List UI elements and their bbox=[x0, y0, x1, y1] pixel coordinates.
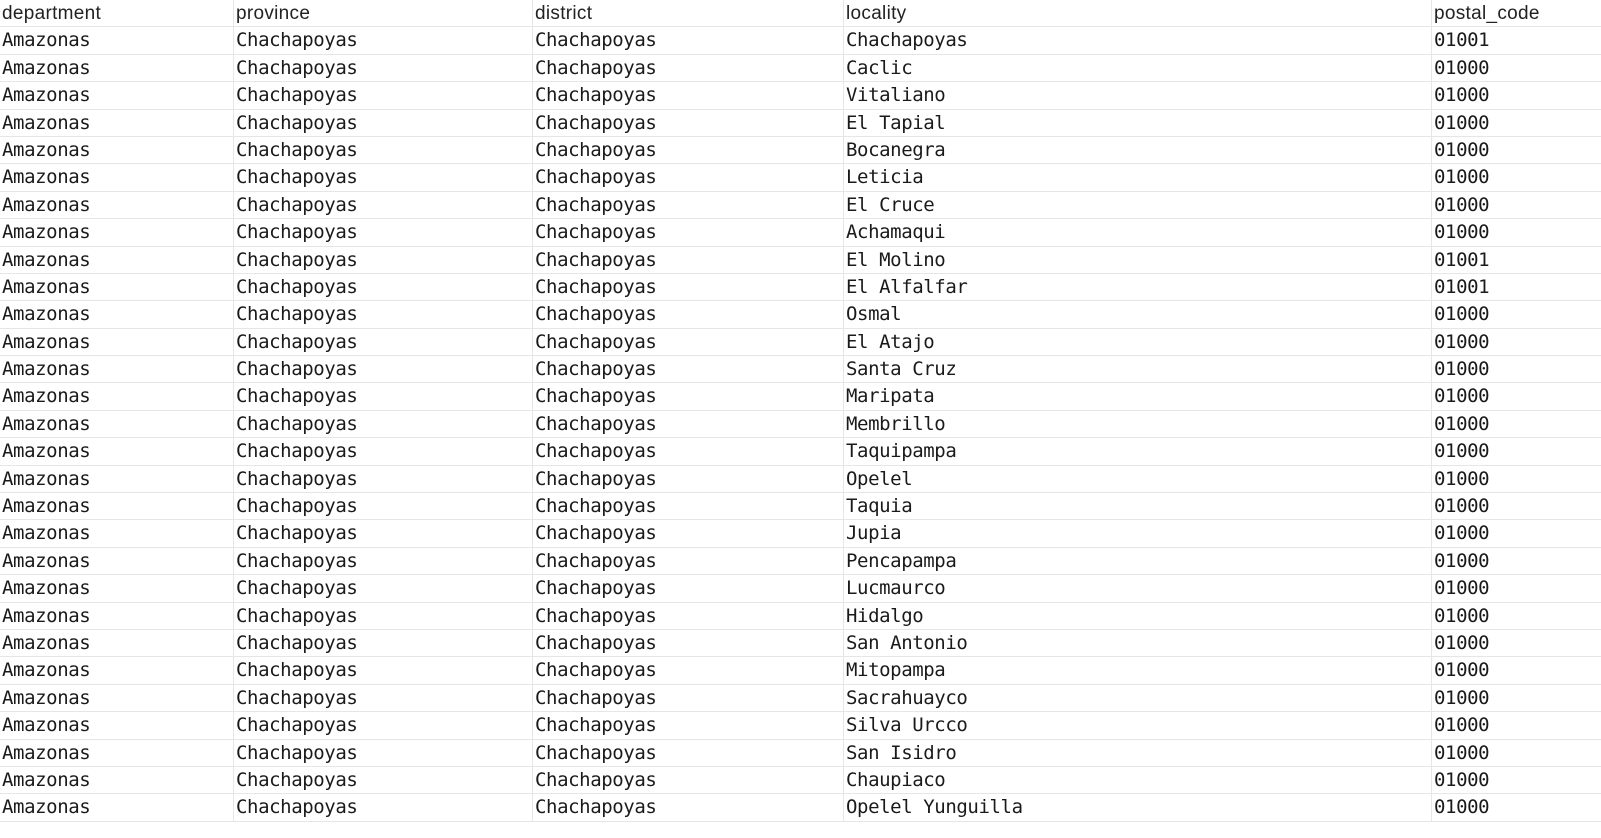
cell-province[interactable]: Chachapoyas bbox=[234, 657, 533, 684]
table-row[interactable] bbox=[0, 466, 1601, 493]
cell-postal-code[interactable]: 01000 bbox=[1434, 495, 1490, 518]
cell-postal-code[interactable]: 01000 bbox=[1434, 56, 1490, 79]
cell-district[interactable]: Chachapoyas bbox=[533, 657, 844, 684]
cell-province[interactable]: Chachapoyas bbox=[234, 192, 533, 219]
cell-department[interactable]: Amazonas bbox=[0, 575, 234, 602]
table-row[interactable] bbox=[0, 247, 1601, 274]
cell-department[interactable]: Amazonas bbox=[0, 603, 234, 630]
table-row[interactable] bbox=[0, 356, 1601, 383]
cell-locality[interactable]: Pencapampa bbox=[844, 548, 1432, 575]
cell-locality[interactable]: Vitaliano bbox=[844, 82, 1432, 109]
table-row[interactable] bbox=[0, 493, 1601, 520]
cell-district[interactable]: Chachapoyas bbox=[533, 274, 844, 301]
cell-district[interactable]: Chachapoyas bbox=[533, 575, 844, 602]
cell-province[interactable]: Chachapoyas bbox=[234, 794, 533, 821]
cell-province[interactable]: Chachapoyas bbox=[234, 137, 533, 164]
table-row[interactable] bbox=[0, 794, 1601, 821]
cell-locality[interactable]: Chaupiaco bbox=[844, 767, 1432, 794]
cell-district[interactable]: Chachapoyas bbox=[533, 219, 844, 246]
cell-department[interactable]: Amazonas bbox=[0, 411, 234, 438]
cell-locality[interactable]: Jupia bbox=[844, 520, 1432, 547]
table-row[interactable] bbox=[0, 712, 1601, 739]
column-header-department[interactable]: department bbox=[0, 0, 234, 27]
cell-department[interactable]: Amazonas bbox=[0, 301, 234, 328]
table-row[interactable] bbox=[0, 383, 1601, 410]
cell-department[interactable]: Amazonas bbox=[0, 219, 234, 246]
cell-province[interactable]: Chachapoyas bbox=[234, 630, 533, 657]
cell-district[interactable]: Chachapoyas bbox=[533, 55, 844, 82]
cell-postal-code[interactable]: 01000 bbox=[1434, 385, 1490, 408]
cell-postal-code[interactable]: 01000 bbox=[1434, 549, 1490, 572]
cell-department[interactable]: Amazonas bbox=[0, 55, 234, 82]
cell-department[interactable]: Amazonas bbox=[0, 767, 234, 794]
table-row[interactable] bbox=[0, 164, 1601, 191]
cell-province[interactable]: Chachapoyas bbox=[234, 411, 533, 438]
cell-province[interactable]: Chachapoyas bbox=[234, 712, 533, 739]
cell-province[interactable]: Chachapoyas bbox=[234, 548, 533, 575]
cell-department[interactable]: Amazonas bbox=[0, 493, 234, 520]
table-row[interactable] bbox=[0, 685, 1601, 712]
cell-postal-code[interactable]: 01000 bbox=[1434, 686, 1490, 709]
table-header-row bbox=[0, 0, 1601, 27]
cell-locality[interactable]: San Isidro bbox=[844, 740, 1432, 767]
cell-locality[interactable]: El Alfalfar bbox=[844, 274, 1432, 301]
cell-postal-code[interactable]: 01000 bbox=[1434, 303, 1490, 326]
cell-province[interactable]: Chachapoyas bbox=[234, 301, 533, 328]
cell-postal-code[interactable]: 01000 bbox=[1434, 440, 1490, 463]
cell-locality[interactable]: Silva Urcco bbox=[844, 712, 1432, 739]
cell-department[interactable]: Amazonas bbox=[0, 466, 234, 493]
cell-province[interactable]: Chachapoyas bbox=[234, 767, 533, 794]
cell-locality[interactable]: El Cruce bbox=[844, 192, 1432, 219]
cell-department[interactable]: Amazonas bbox=[0, 657, 234, 684]
table-row[interactable] bbox=[0, 137, 1601, 164]
table-row[interactable] bbox=[0, 27, 1601, 54]
table-row[interactable] bbox=[0, 575, 1601, 602]
cell-department[interactable]: Amazonas bbox=[0, 548, 234, 575]
cell-district[interactable]: Chachapoyas bbox=[533, 192, 844, 219]
cell-province[interactable]: Chachapoyas bbox=[234, 219, 533, 246]
cell-district[interactable]: Chachapoyas bbox=[533, 329, 844, 356]
cell-department[interactable]: Amazonas bbox=[0, 274, 234, 301]
cell-province[interactable]: Chachapoyas bbox=[234, 55, 533, 82]
column-header-postal-code[interactable]: postal_code bbox=[1434, 3, 1540, 24]
cell-district[interactable]: Chachapoyas bbox=[533, 740, 844, 767]
cell-department[interactable]: Amazonas bbox=[0, 137, 234, 164]
cell-postal-code[interactable]: 01001 bbox=[1434, 248, 1490, 271]
cell-province[interactable]: Chachapoyas bbox=[234, 520, 533, 547]
cell-department[interactable]: Amazonas bbox=[0, 82, 234, 109]
cell-postal-code[interactable]: 01000 bbox=[1434, 166, 1490, 189]
column-header-province[interactable]: province bbox=[234, 0, 533, 27]
cell-district[interactable]: Chachapoyas bbox=[533, 164, 844, 191]
cell-district[interactable]: Chachapoyas bbox=[533, 466, 844, 493]
cell-department[interactable]: Amazonas bbox=[0, 27, 234, 54]
table-row[interactable] bbox=[0, 740, 1601, 767]
cell-locality[interactable]: Leticia bbox=[844, 164, 1432, 191]
cell-postal-code[interactable]: 01000 bbox=[1434, 358, 1490, 381]
cell-department[interactable]: Amazonas bbox=[0, 329, 234, 356]
table-row[interactable] bbox=[0, 603, 1601, 630]
table-row[interactable] bbox=[0, 548, 1601, 575]
cell-locality[interactable]: Bocanegra bbox=[844, 137, 1432, 164]
cell-postal-code[interactable]: 01000 bbox=[1434, 221, 1490, 244]
table-body bbox=[0, 27, 1601, 821]
cell-postal-code[interactable]: 01000 bbox=[1434, 84, 1490, 107]
cell-postal-code[interactable]: 01000 bbox=[1434, 768, 1490, 791]
cell-postal-code[interactable]: 01001 bbox=[1434, 29, 1490, 52]
cell-postal-code[interactable]: 01000 bbox=[1434, 631, 1490, 654]
cell-postal-code[interactable]: 01000 bbox=[1434, 467, 1490, 490]
cell-district[interactable]: Chachapoyas bbox=[533, 685, 844, 712]
cell-district[interactable]: Chachapoyas bbox=[533, 603, 844, 630]
cell-district[interactable]: Chachapoyas bbox=[533, 630, 844, 657]
table-row[interactable] bbox=[0, 82, 1601, 109]
cell-department[interactable]: Amazonas bbox=[0, 740, 234, 767]
cell-district[interactable]: Chachapoyas bbox=[533, 548, 844, 575]
cell-district[interactable]: Chachapoyas bbox=[533, 411, 844, 438]
cell-department[interactable]: Amazonas bbox=[0, 383, 234, 410]
cell-department[interactable]: Amazonas bbox=[0, 794, 234, 821]
cell-locality[interactable]: Santa Cruz bbox=[844, 356, 1432, 383]
cell-locality[interactable]: El Molino bbox=[844, 247, 1432, 274]
cell-district[interactable]: Chachapoyas bbox=[533, 82, 844, 109]
cell-locality[interactable]: El Atajo bbox=[844, 329, 1432, 356]
cell-department[interactable]: Amazonas bbox=[0, 192, 234, 219]
table-row[interactable] bbox=[0, 657, 1601, 684]
table-row[interactable] bbox=[0, 274, 1601, 301]
cell-district[interactable]: Chachapoyas bbox=[533, 301, 844, 328]
table-row[interactable] bbox=[0, 301, 1601, 328]
cell-province[interactable]: Chachapoyas bbox=[234, 27, 533, 54]
cell-postal-code[interactable]: 01000 bbox=[1434, 138, 1490, 161]
cell-department[interactable]: Amazonas bbox=[0, 247, 234, 274]
cell-province[interactable]: Chachapoyas bbox=[234, 438, 533, 465]
cell-postal-code[interactable]: 01000 bbox=[1434, 604, 1490, 627]
cell-district[interactable]: Chachapoyas bbox=[533, 137, 844, 164]
cell-province[interactable]: Chachapoyas bbox=[234, 82, 533, 109]
cell-district[interactable]: Chachapoyas bbox=[533, 712, 844, 739]
cell-postal-code[interactable]: 01000 bbox=[1434, 522, 1490, 545]
cell-district[interactable]: Chachapoyas bbox=[533, 247, 844, 274]
cell-postal-code[interactable]: 01000 bbox=[1434, 193, 1490, 216]
cell-department[interactable]: Amazonas bbox=[0, 712, 234, 739]
cell-locality[interactable]: Membrillo bbox=[844, 411, 1432, 438]
cell-province[interactable]: Chachapoyas bbox=[234, 740, 533, 767]
cell-locality[interactable]: Opelel Yunguilla bbox=[844, 794, 1432, 821]
cell-postal-code[interactable]: 01000 bbox=[1434, 330, 1490, 353]
cell-postal-code[interactable]: 01000 bbox=[1434, 714, 1490, 737]
cell-locality[interactable]: Caclic bbox=[844, 55, 1432, 82]
cell-province[interactable]: Chachapoyas bbox=[234, 383, 533, 410]
cell-postal-code[interactable]: 01000 bbox=[1434, 412, 1490, 435]
cell-locality[interactable]: Achamaqui bbox=[844, 219, 1432, 246]
cell-locality[interactable]: Chachapoyas bbox=[844, 27, 1432, 54]
cell-postal-code[interactable]: 01000 bbox=[1434, 796, 1490, 819]
column-header-locality[interactable]: locality bbox=[844, 0, 1432, 27]
cell-department[interactable]: Amazonas bbox=[0, 110, 234, 137]
cell-locality[interactable]: Taquipampa bbox=[844, 438, 1432, 465]
cell-district[interactable]: Chachapoyas bbox=[533, 27, 844, 54]
cell-locality[interactable]: Sacrahuayco bbox=[844, 685, 1432, 712]
cell-province[interactable]: Chachapoyas bbox=[234, 329, 533, 356]
cell-department[interactable]: Amazonas bbox=[0, 520, 234, 547]
cell-locality[interactable]: Taquia bbox=[844, 493, 1432, 520]
cell-province[interactable]: Chachapoyas bbox=[234, 575, 533, 602]
cell-locality[interactable]: Hidalgo bbox=[844, 603, 1432, 630]
cell-postal-code[interactable]: 01000 bbox=[1434, 659, 1490, 682]
table-row[interactable] bbox=[0, 767, 1601, 794]
cell-district[interactable]: Chachapoyas bbox=[533, 767, 844, 794]
table-row[interactable] bbox=[0, 110, 1601, 137]
cell-department[interactable]: Amazonas bbox=[0, 685, 234, 712]
cell-province[interactable]: Chachapoyas bbox=[234, 274, 533, 301]
cell-province[interactable]: Chachapoyas bbox=[234, 466, 533, 493]
cell-locality[interactable]: San Antonio bbox=[844, 630, 1432, 657]
cell-locality[interactable]: El Tapial bbox=[844, 110, 1432, 137]
cell-district[interactable]: Chachapoyas bbox=[533, 438, 844, 465]
table-row[interactable] bbox=[0, 411, 1601, 438]
table-row[interactable] bbox=[0, 329, 1601, 356]
cell-postal-code[interactable]: 01000 bbox=[1434, 741, 1490, 764]
table-row[interactable] bbox=[0, 55, 1601, 82]
cell-province[interactable]: Chachapoyas bbox=[234, 110, 533, 137]
cell-district[interactable]: Chachapoyas bbox=[533, 520, 844, 547]
cell-district[interactable]: Chachapoyas bbox=[533, 110, 844, 137]
table-row[interactable] bbox=[0, 192, 1601, 219]
cell-department[interactable]: Amazonas bbox=[0, 356, 234, 383]
cell-postal-code[interactable]: 01000 bbox=[1434, 577, 1490, 600]
cell-district[interactable]: Chachapoyas bbox=[533, 794, 844, 821]
cell-province[interactable]: Chachapoyas bbox=[234, 247, 533, 274]
table-row[interactable] bbox=[0, 520, 1601, 547]
cell-province[interactable]: Chachapoyas bbox=[234, 603, 533, 630]
cell-district[interactable]: Chachapoyas bbox=[533, 356, 844, 383]
cell-department[interactable]: Amazonas bbox=[0, 164, 234, 191]
cell-postal-code[interactable]: 01001 bbox=[1434, 275, 1490, 298]
cell-district[interactable]: Chachapoyas bbox=[533, 493, 844, 520]
column-header-district[interactable]: district bbox=[533, 0, 844, 27]
cell-postal-code[interactable]: 01000 bbox=[1434, 111, 1490, 134]
table-row[interactable] bbox=[0, 438, 1601, 465]
table-row[interactable] bbox=[0, 630, 1601, 657]
cell-locality[interactable]: Maripata bbox=[844, 383, 1432, 410]
cell-province[interactable]: Chachapoyas bbox=[234, 493, 533, 520]
table-row[interactable] bbox=[0, 219, 1601, 246]
cell-locality[interactable]: Lucmaurco bbox=[844, 575, 1432, 602]
cell-locality[interactable]: Opelel bbox=[844, 466, 1432, 493]
cell-province[interactable]: Chachapoyas bbox=[234, 685, 533, 712]
cell-department[interactable]: Amazonas bbox=[0, 438, 234, 465]
cell-district[interactable]: Chachapoyas bbox=[533, 383, 844, 410]
cell-province[interactable]: Chachapoyas bbox=[234, 356, 533, 383]
cell-province[interactable]: Chachapoyas bbox=[234, 164, 533, 191]
cell-department[interactable]: Amazonas bbox=[0, 630, 234, 657]
cell-locality[interactable]: Mitopampa bbox=[844, 657, 1432, 684]
cell-locality[interactable]: Osmal bbox=[844, 301, 1432, 328]
